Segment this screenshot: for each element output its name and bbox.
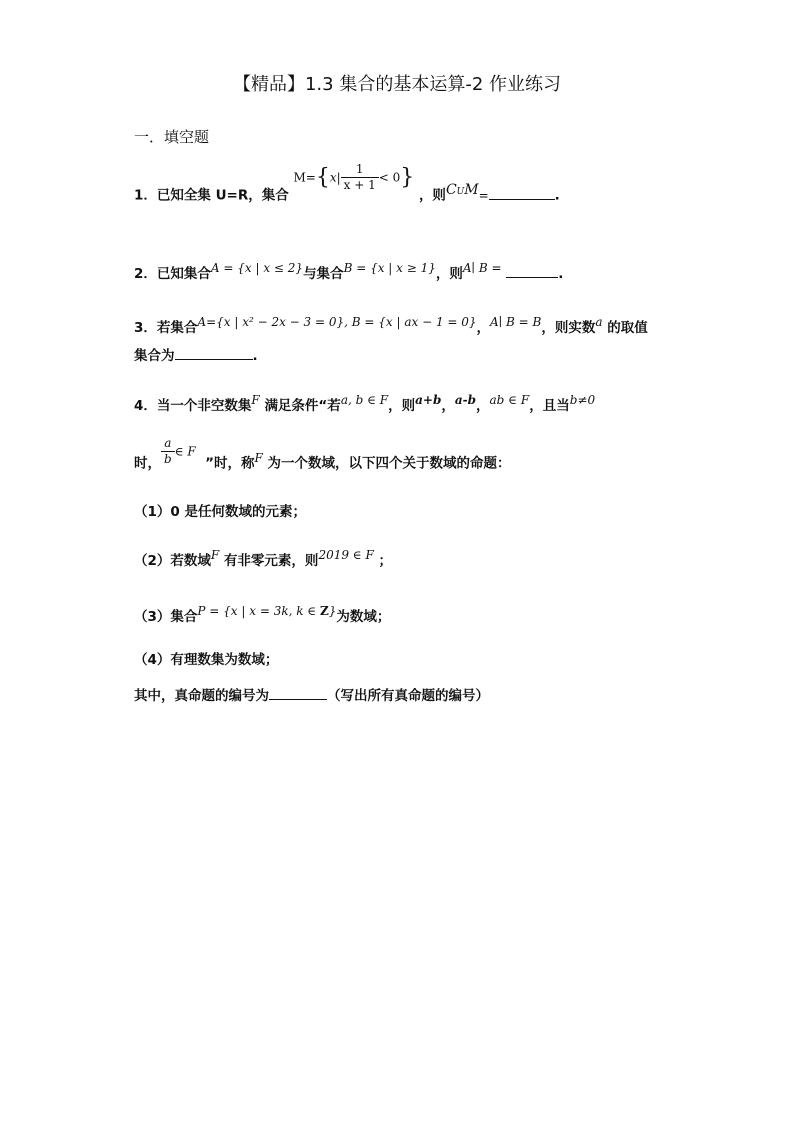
- q1-frac-num: 1: [355, 162, 364, 176]
- q4-diff: a-b: [454, 393, 477, 407]
- q4-line2-text: ”时，称: [205, 455, 255, 472]
- q4-prefix: 4．当一个非空数集: [134, 398, 252, 414]
- q4-text1: 满足条件“若: [264, 398, 341, 414]
- q4-F: F: [251, 393, 260, 407]
- prop2-mid: 有非零元素，则: [223, 553, 319, 569]
- q4-line2-prefix: 时，: [134, 455, 161, 472]
- prop2-F: F: [210, 548, 220, 562]
- q4-sum: a+b: [415, 393, 442, 407]
- q2-mid: 与集合: [303, 266, 344, 282]
- question-4: [134, 394, 595, 414]
- q3-prefix: 3．若集合: [134, 320, 198, 336]
- q3-comma: ，: [476, 320, 491, 336]
- q4-prod: ab ∈ F: [489, 393, 530, 407]
- q4-fraction: [161, 436, 175, 467]
- final-end: （写出所有真命题的编号）: [327, 688, 489, 704]
- q4-line2-rest: 为一个数域，以下四个关于数域的命题：: [267, 455, 511, 472]
- question-3-line2: [134, 344, 258, 364]
- q1-expr-sub: U: [456, 186, 465, 197]
- q1-expr-C: C: [445, 181, 457, 198]
- q1-set-label: M=: [293, 170, 316, 185]
- q4-text2: ，则: [388, 398, 416, 414]
- q1-end: .: [554, 187, 560, 204]
- q1-right-brace: }: [400, 165, 415, 190]
- q2-setA: A = {x | x ≤ 2}: [210, 261, 304, 275]
- q4-frac-num: a: [164, 436, 172, 450]
- proposition-4: （4）有理数集为数域；: [134, 652, 279, 668]
- section-heading: 一．填空题: [134, 128, 210, 146]
- q3-end: .: [252, 348, 258, 364]
- q1-expr: [446, 182, 479, 198]
- q1-left-brace: {: [315, 165, 330, 190]
- prop2-end: ；: [378, 553, 393, 569]
- proposition-3: [134, 605, 390, 625]
- q3-answer-blank[interactable]: [175, 347, 253, 360]
- q1-expr-var: M: [464, 181, 479, 198]
- question-1: [134, 162, 560, 211]
- prop3-end: 为数域；: [336, 609, 391, 625]
- q4-fraction-group: [161, 436, 196, 467]
- final-answer-blank[interactable]: [269, 687, 327, 700]
- prop2-prefix: （2）若数域: [134, 553, 211, 569]
- prop2-expr: 2019 ∈ F: [318, 548, 374, 562]
- q4-line2-F: F: [254, 450, 263, 465]
- q3-sets: A={x | x² − 2x − 3 = 0}, B = {x | ax − 1 = 0}: [197, 315, 477, 329]
- q4-frac-den: b: [161, 451, 175, 467]
- prop3-Z: Z: [320, 604, 329, 618]
- q1-fraction: [341, 162, 379, 193]
- q4-bneq: b≠0: [569, 393, 596, 407]
- q2-answer-blank[interactable]: [506, 265, 558, 278]
- question-4-line2: [134, 436, 511, 479]
- q1-set-left: x|: [329, 170, 341, 185]
- q4-text3: ，且当: [529, 398, 570, 414]
- q3-text2: 的取值: [607, 320, 648, 336]
- prop3-set: [197, 604, 336, 618]
- q1-set-right: < 0: [378, 170, 401, 185]
- question-3: [134, 316, 648, 336]
- q1-prefix: 1．已知全集 U=R，集合: [134, 187, 289, 204]
- q1-set-M: [293, 162, 414, 193]
- question-2: [134, 262, 563, 282]
- q3-var: a: [595, 315, 603, 329]
- q1-eq: =: [478, 188, 489, 203]
- proposition-1: （1）0 是任何数域的元素；: [134, 504, 306, 520]
- final-prefix: 其中，真命题的编号为: [134, 688, 269, 704]
- final-question: [134, 684, 489, 704]
- q2-expr: A∣ B =: [462, 261, 502, 275]
- q2-prefix: 2．已知集合: [134, 266, 211, 282]
- prop3-prefix: （3）集合: [134, 609, 198, 625]
- q4-comma1: ，: [441, 398, 455, 414]
- q3-line2: 集合为: [134, 348, 175, 364]
- prop3-close: }: [328, 604, 337, 618]
- q1-mid: ，则: [418, 187, 446, 204]
- q1-answer-blank[interactable]: [489, 187, 555, 200]
- prop3-set-body: P = {x | x = 3k, k ∈: [197, 604, 321, 618]
- q2-setB: B = {x | x ≥ 1}: [343, 261, 436, 275]
- page-title: 【精品】1.3 集合的基本运算-2 作业练习: [232, 74, 561, 95]
- q4-comma2: ，: [476, 398, 490, 414]
- q1-frac-den: x + 1: [341, 177, 379, 193]
- q3-text: ，则实数: [541, 320, 596, 336]
- q2-then: ，则: [435, 266, 463, 282]
- q4-ab: a, b ∈ F: [340, 393, 389, 407]
- q3-cond: A∣ B = B: [490, 315, 542, 329]
- proposition-2: [134, 549, 392, 569]
- q4-frac-tail: ∈ F: [174, 444, 196, 459]
- q2-end: .: [558, 266, 564, 282]
